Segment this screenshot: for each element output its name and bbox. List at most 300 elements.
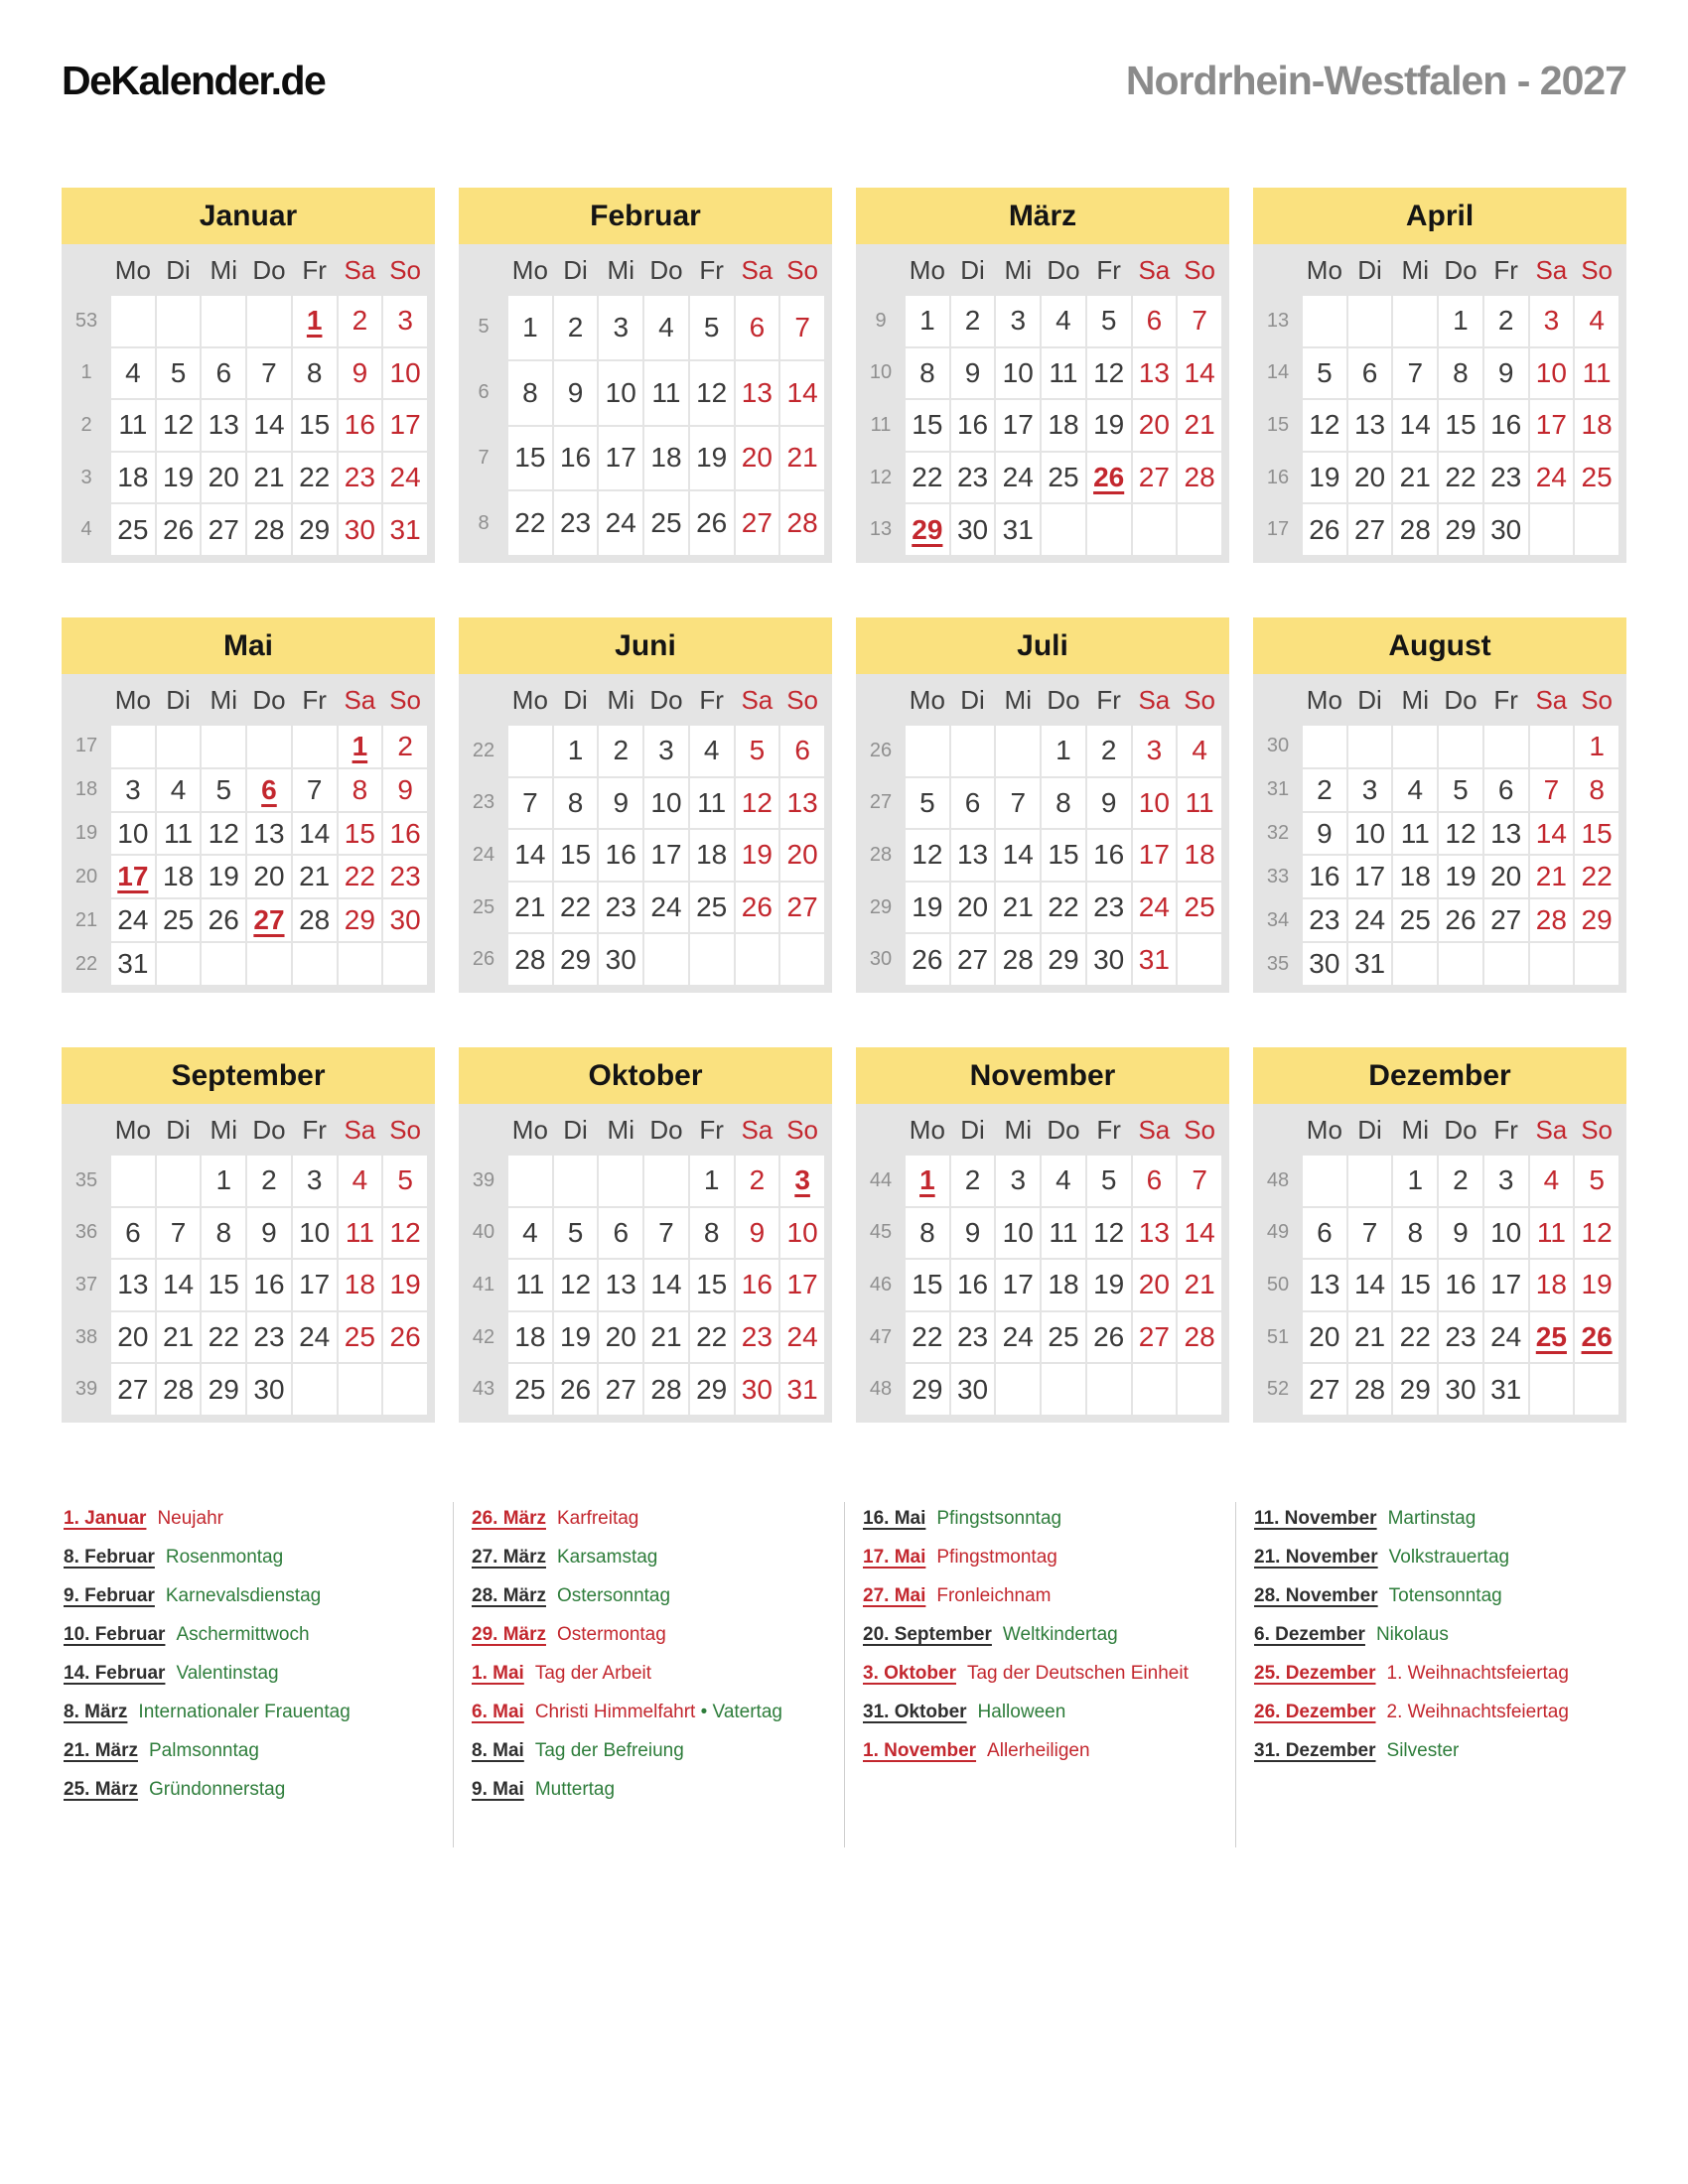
day-cell: 8	[508, 361, 552, 425]
corner-cell	[461, 676, 506, 724]
day-cell: 14	[1178, 1208, 1221, 1259]
holiday-date[interactable]: 10. Februar	[64, 1624, 166, 1645]
day-cell: 29	[293, 504, 337, 555]
day-cell: 2	[951, 296, 995, 346]
week-number: 39	[461, 1156, 506, 1206]
holiday-date[interactable]: 1. Mai	[472, 1663, 524, 1684]
corner-cell	[858, 246, 904, 294]
holiday-day-cell[interactable]: 3	[780, 1156, 824, 1206]
day-cell	[339, 943, 382, 985]
day-cell: 4	[1042, 296, 1085, 346]
day-cell: 9	[1439, 1208, 1482, 1259]
holiday-date[interactable]: 6. Dezember	[1254, 1624, 1365, 1645]
holiday-day-cell[interactable]: 25	[1530, 1312, 1574, 1363]
day-cell: 5	[1575, 1156, 1618, 1206]
day-cell	[383, 943, 427, 985]
week-number: 48	[1255, 1156, 1301, 1206]
month-block	[62, 617, 435, 993]
weekday-header: Do	[1444, 1114, 1477, 1145]
day-cell: 7	[780, 296, 824, 359]
month-block	[62, 1047, 435, 1423]
day-cell: 31	[1348, 943, 1392, 985]
day-cell: 23	[339, 453, 382, 503]
holiday-date[interactable]: 3. Oktober	[863, 1663, 956, 1684]
week-number: 25	[461, 883, 506, 933]
holiday-item	[472, 1663, 836, 1685]
day-cell: 10	[383, 348, 427, 399]
day-cell: 25	[1042, 453, 1085, 503]
day-cell: 6	[736, 296, 779, 359]
week-number: 30	[858, 934, 904, 985]
holiday-column	[62, 1502, 453, 1847]
day-cell: 9	[951, 1208, 995, 1259]
weekday-header: Fr	[302, 254, 327, 285]
holiday-day-cell[interactable]: 29	[906, 504, 949, 555]
day-cell: 31	[1133, 934, 1177, 985]
day-cell: 18	[157, 856, 201, 897]
week-number: 14	[1255, 348, 1301, 399]
holiday-day-cell[interactable]: 26	[1087, 453, 1131, 503]
month-block	[1253, 188, 1626, 563]
day-cell: 28	[1393, 504, 1437, 555]
day-cell	[1348, 726, 1392, 767]
day-cell: 16	[599, 830, 642, 881]
day-cell	[1393, 296, 1437, 346]
day-cell: 14	[1178, 348, 1221, 399]
day-cell: 11	[1393, 813, 1437, 855]
holiday-day-cell[interactable]: 27	[247, 899, 291, 941]
day-cell: 26	[202, 899, 245, 941]
day-cell: 16	[951, 1260, 995, 1310]
week-number: 37	[64, 1260, 109, 1310]
holiday-item	[863, 1508, 1227, 1530]
weekday-header: Di	[960, 1114, 985, 1145]
week-number: 52	[1255, 1364, 1301, 1415]
day-cell: 16	[247, 1260, 291, 1310]
day-cell	[1042, 1364, 1085, 1415]
day-cell: 19	[1439, 856, 1482, 897]
weekday-header: Mo	[1306, 684, 1342, 715]
holiday-date[interactable]: 8. Februar	[64, 1547, 155, 1568]
day-cell: 5	[1303, 348, 1346, 399]
day-cell: 29	[1042, 934, 1085, 985]
day-cell: 4	[644, 296, 688, 359]
holiday-date[interactable]: 16. Mai	[863, 1508, 926, 1529]
day-cell	[111, 1156, 155, 1206]
day-cell: 22	[508, 491, 552, 555]
day-cell: 21	[644, 1312, 688, 1363]
day-cell: 26	[157, 504, 201, 555]
weekday-header: Do	[252, 684, 286, 715]
day-cell	[1087, 504, 1131, 555]
week-number: 21	[64, 899, 109, 941]
day-cell: 10	[111, 813, 155, 855]
month-title: Dezember	[1253, 1047, 1626, 1104]
holiday-date[interactable]: 29. März	[472, 1624, 546, 1645]
day-cell: 2	[383, 726, 427, 767]
day-cell	[906, 726, 949, 776]
weekday-header: Fr	[1493, 254, 1518, 285]
day-cell: 18	[1042, 1260, 1085, 1310]
month-title: Februar	[459, 188, 832, 244]
weekday-header: Sa	[1138, 254, 1171, 285]
week-number: 35	[64, 1156, 109, 1206]
holiday-date[interactable]: 26. März	[472, 1508, 546, 1529]
day-cell: 22	[554, 883, 598, 933]
day-cell: 3	[599, 296, 642, 359]
day-cell: 18	[1575, 400, 1618, 451]
weekday-header: Mi	[210, 684, 237, 715]
month-table	[62, 1104, 429, 1417]
holiday-name: 1. Weihnachtsfeiertag	[1386, 1663, 1569, 1684]
day-cell	[111, 726, 155, 767]
day-cell: 16	[736, 1260, 779, 1310]
holiday-date[interactable]: 8. März	[64, 1702, 128, 1722]
day-cell: 23	[554, 491, 598, 555]
day-cell	[202, 726, 245, 767]
day-cell: 19	[690, 427, 734, 490]
weekday-header: Mi	[1401, 1114, 1429, 1145]
day-cell: 9	[736, 1208, 779, 1259]
day-cell: 15	[293, 400, 337, 451]
day-cell: 6	[951, 778, 995, 829]
day-cell: 12	[1087, 1208, 1131, 1259]
week-number: 38	[64, 1312, 109, 1363]
month-table	[1253, 674, 1620, 987]
holiday-date[interactable]: 28. November	[1254, 1585, 1378, 1606]
month-block	[1253, 1047, 1626, 1423]
day-cell	[1530, 726, 1574, 767]
weekday-header: Mo	[1306, 254, 1342, 285]
week-number: 36	[64, 1208, 109, 1259]
day-cell: 14	[1393, 400, 1437, 451]
day-cell: 3	[383, 296, 427, 346]
day-cell: 30	[599, 934, 642, 985]
day-cell	[247, 726, 291, 767]
day-cell: 27	[599, 1364, 642, 1415]
weekday-header: So	[1184, 254, 1216, 285]
holiday-date[interactable]: 17. Mai	[863, 1547, 926, 1568]
day-cell: 19	[1303, 453, 1346, 503]
day-cell: 15	[1393, 1260, 1437, 1310]
day-cell: 22	[339, 856, 382, 897]
day-cell: 5	[690, 296, 734, 359]
holiday-date[interactable]: 26. Dezember	[1254, 1702, 1376, 1722]
day-cell	[1178, 504, 1221, 555]
day-cell: 21	[1530, 856, 1574, 897]
day-cell: 26	[554, 1364, 598, 1415]
day-cell: 19	[1575, 1260, 1618, 1310]
day-cell: 16	[1087, 830, 1131, 881]
day-cell	[293, 1364, 337, 1415]
holiday-name: Karfreitag	[556, 1508, 639, 1529]
weekday-header: Sa	[1535, 254, 1568, 285]
holiday-date[interactable]: 9. Februar	[64, 1585, 155, 1606]
weekday-header: Mi	[607, 684, 634, 715]
day-cell: 7	[1178, 296, 1221, 346]
week-number: 33	[1255, 856, 1301, 897]
holiday-date[interactable]: 14. Februar	[64, 1663, 166, 1684]
day-cell: 10	[1530, 348, 1574, 399]
week-number: 23	[461, 778, 506, 829]
corner-cell	[64, 1106, 109, 1154]
day-cell: 16	[554, 427, 598, 490]
day-cell: 29	[339, 899, 382, 941]
day-cell: 10	[1133, 778, 1177, 829]
day-cell: 5	[736, 726, 779, 776]
weekday-header: Di	[1357, 1114, 1382, 1145]
weekday-header: Fr	[699, 1114, 724, 1145]
day-cell: 6	[1484, 769, 1528, 811]
day-cell: 17	[293, 1260, 337, 1310]
holiday-date[interactable]: 1. November	[863, 1740, 977, 1761]
day-cell: 26	[906, 934, 949, 985]
day-cell: 10	[1484, 1208, 1528, 1259]
weekday-header: Mi	[210, 254, 237, 285]
day-cell: 4	[508, 1208, 552, 1259]
day-cell	[383, 1364, 427, 1415]
holiday-day-cell[interactable]: 1	[293, 296, 337, 346]
week-number: 9	[858, 296, 904, 346]
week-number: 39	[64, 1364, 109, 1415]
day-cell: 14	[1348, 1260, 1392, 1310]
day-cell: 30	[951, 504, 995, 555]
holiday-item	[64, 1547, 445, 1569]
month-title: März	[856, 188, 1229, 244]
holiday-date[interactable]: 27. Mai	[863, 1585, 926, 1606]
day-cell	[508, 726, 552, 776]
holiday-name: Volkstrauertag	[1388, 1547, 1510, 1568]
corner-cell	[64, 246, 109, 294]
holiday-day-cell[interactable]: 6	[247, 769, 291, 811]
day-cell: 13	[1348, 400, 1392, 451]
day-cell: 5	[383, 1156, 427, 1206]
page-title: Nordrhein-Westfalen - 2027	[1125, 58, 1626, 103]
holiday-name: Aschermittwoch	[176, 1624, 310, 1645]
holiday-item	[472, 1624, 836, 1646]
holiday-name: Karsamstag	[556, 1547, 658, 1568]
holiday-date[interactable]: 28. März	[472, 1585, 546, 1606]
day-cell: 30	[1484, 504, 1528, 555]
day-cell	[339, 1364, 382, 1415]
month-block	[459, 188, 832, 563]
week-number: 42	[461, 1312, 506, 1363]
day-cell: 8	[293, 348, 337, 399]
month-title: August	[1253, 617, 1626, 674]
day-cell: 17	[644, 830, 688, 881]
day-cell: 17	[1348, 856, 1392, 897]
weekday-header: Sa	[344, 254, 376, 285]
day-cell: 24	[780, 1312, 824, 1363]
holiday-date[interactable]: 31. Oktober	[863, 1702, 967, 1722]
weekday-header: So	[1581, 684, 1614, 715]
day-cell: 11	[339, 1208, 382, 1259]
day-cell: 1	[554, 726, 598, 776]
day-cell: 5	[1439, 769, 1482, 811]
day-cell	[1393, 943, 1437, 985]
day-cell	[1042, 504, 1085, 555]
day-cell: 17	[996, 400, 1040, 451]
holiday-item	[863, 1740, 1227, 1762]
day-cell: 17	[780, 1260, 824, 1310]
day-cell: 15	[554, 830, 598, 881]
holiday-name: Ostermontag	[556, 1624, 666, 1645]
day-cell: 26	[1303, 504, 1346, 555]
site-logo[interactable]: DeKalender.de	[62, 58, 326, 103]
day-cell: 3	[1484, 1156, 1528, 1206]
day-cell: 29	[554, 934, 598, 985]
holiday-date[interactable]: 21. November	[1254, 1547, 1378, 1568]
holiday-date[interactable]: 1. Januar	[64, 1508, 147, 1529]
holiday-name: Neujahr	[157, 1508, 223, 1529]
weekday-header: Fr	[699, 254, 724, 285]
day-cell	[1178, 1364, 1221, 1415]
weekday-header: So	[1581, 254, 1614, 285]
day-cell: 3	[1133, 726, 1177, 776]
day-cell: 5	[1087, 1156, 1131, 1206]
day-cell: 10	[996, 1208, 1040, 1259]
day-cell	[1484, 943, 1528, 985]
day-cell: 2	[951, 1156, 995, 1206]
weekday-header: Fr	[1493, 684, 1518, 715]
day-cell: 21	[157, 1312, 201, 1363]
holiday-day-cell[interactable]: 1	[339, 726, 382, 767]
day-cell: 11	[1042, 348, 1085, 399]
day-cell: 11	[157, 813, 201, 855]
corner-cell	[461, 246, 506, 294]
holiday-name: Rosenmontag	[165, 1547, 284, 1568]
holiday-date[interactable]: 31. Dezember	[1254, 1740, 1376, 1761]
day-cell: 28	[1178, 453, 1221, 503]
holiday-name: Karnevalsdienstag	[165, 1585, 322, 1606]
week-number: 19	[64, 813, 109, 855]
holiday-item	[64, 1702, 445, 1723]
day-cell: 22	[293, 453, 337, 503]
week-number: 13	[858, 504, 904, 555]
day-cell: 1	[1042, 726, 1085, 776]
holiday-name: Valentinstag	[176, 1663, 279, 1684]
day-cell: 1	[508, 296, 552, 359]
day-cell: 19	[157, 453, 201, 503]
weekday-header: Mo	[114, 684, 151, 715]
day-cell: 4	[1530, 1156, 1574, 1206]
week-number: 35	[1255, 943, 1301, 985]
weekday-header: Sa	[1535, 1114, 1568, 1145]
holiday-date[interactable]: 9. Mai	[472, 1779, 524, 1800]
day-cell: 20	[1484, 856, 1528, 897]
weekday-header: Do	[1047, 1114, 1080, 1145]
day-cell: 28	[644, 1364, 688, 1415]
weekday-header: Fr	[302, 1114, 327, 1145]
day-cell: 24	[1133, 883, 1177, 933]
weekday-header: Do	[252, 1114, 286, 1145]
day-cell: 24	[293, 1312, 337, 1363]
week-number: 20	[64, 856, 109, 897]
day-cell: 13	[1133, 1208, 1177, 1259]
weekday-header: Do	[649, 254, 683, 285]
week-number: 8	[461, 491, 506, 555]
day-cell: 14	[1530, 813, 1574, 855]
weekday-header: Mi	[1004, 684, 1032, 715]
day-cell: 4	[1575, 296, 1618, 346]
week-number: 10	[858, 348, 904, 399]
day-cell: 4	[1042, 1156, 1085, 1206]
day-cell: 25	[644, 491, 688, 555]
holiday-date[interactable]: 20. September	[863, 1624, 992, 1645]
day-cell: 13	[1303, 1260, 1346, 1310]
holiday-date[interactable]: 21. März	[64, 1740, 138, 1761]
week-number: 5	[461, 296, 506, 359]
day-cell: 12	[157, 400, 201, 451]
day-cell: 3	[996, 296, 1040, 346]
day-cell: 10	[644, 778, 688, 829]
day-cell	[157, 296, 201, 346]
weekday-header: So	[389, 1114, 422, 1145]
day-cell: 18	[1530, 1260, 1574, 1310]
day-cell: 4	[690, 726, 734, 776]
holiday-day-cell[interactable]: 1	[906, 1156, 949, 1206]
day-cell: 23	[383, 856, 427, 897]
day-cell: 20	[1348, 453, 1392, 503]
day-cell	[1133, 1364, 1177, 1415]
day-cell: 8	[906, 1208, 949, 1259]
day-cell: 13	[111, 1260, 155, 1310]
day-cell	[996, 1364, 1040, 1415]
weekday-header: Do	[1444, 254, 1477, 285]
day-cell: 20	[599, 1312, 642, 1363]
holiday-item	[863, 1702, 1227, 1723]
day-cell: 2	[1303, 769, 1346, 811]
day-cell: 22	[1042, 883, 1085, 933]
weekday-header: So	[786, 1114, 819, 1145]
holiday-name: Martinstag	[1387, 1508, 1477, 1529]
weekday-header: Sa	[741, 1114, 774, 1145]
month-block	[1253, 617, 1626, 993]
holiday-day-cell[interactable]: 17	[111, 856, 155, 897]
month-block	[459, 1047, 832, 1423]
day-cell	[1530, 1364, 1574, 1415]
holiday-day-cell[interactable]: 26	[1575, 1312, 1618, 1363]
day-cell	[554, 1156, 598, 1206]
day-cell	[996, 726, 1040, 776]
day-cell: 11	[111, 400, 155, 451]
day-cell: 31	[1484, 1364, 1528, 1415]
holiday-name: Tag der Befreiung	[534, 1740, 684, 1761]
day-cell: 3	[1348, 769, 1392, 811]
day-cell: 5	[1087, 296, 1131, 346]
day-cell: 7	[644, 1208, 688, 1259]
week-number: 27	[858, 778, 904, 829]
holiday-date[interactable]: 25. Dezember	[1254, 1663, 1376, 1684]
day-cell: 23	[1484, 453, 1528, 503]
holiday-date[interactable]: 11. November	[1254, 1508, 1377, 1529]
day-cell	[1484, 726, 1528, 767]
holiday-date[interactable]: 6. Mai	[472, 1702, 524, 1722]
holiday-date[interactable]: 8. Mai	[472, 1740, 524, 1761]
day-cell: 20	[736, 427, 779, 490]
day-cell: 12	[202, 813, 245, 855]
day-cell: 21	[780, 427, 824, 490]
week-number: 3	[64, 453, 109, 503]
holiday-date[interactable]: 25. März	[64, 1779, 138, 1800]
weekday-header: Di	[563, 684, 588, 715]
weekday-header: Di	[166, 684, 191, 715]
holiday-date[interactable]: 27. März	[472, 1547, 546, 1568]
holiday-item	[472, 1702, 836, 1723]
holiday-item	[1254, 1740, 1618, 1762]
day-cell: 13	[951, 830, 995, 881]
month-block	[856, 188, 1229, 563]
